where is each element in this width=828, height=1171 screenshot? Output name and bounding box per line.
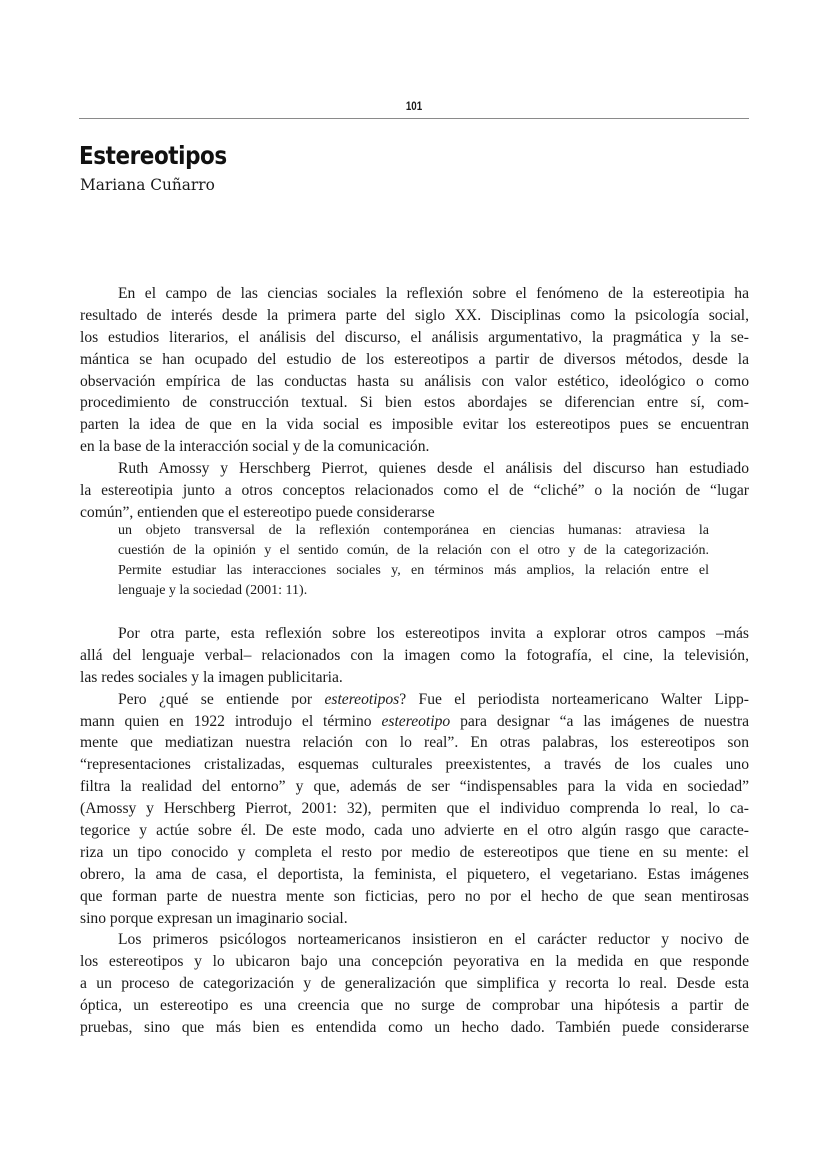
text-line: filtra la realidad del entorno” y que, además de ser “indispensables para la vida en sociedad” <box>80 778 749 796</box>
text-line: tegorice y actúe sobre él. De este modo, cada uno advierte en el otro algún rasgo que caracte- <box>80 822 749 840</box>
paragraph <box>80 689 749 930</box>
text-line: la estereotipia junto a otros conceptos relacionados como el de “cliché” o la noción de “lugar <box>80 482 749 500</box>
text-line: pruebas, sino que más bien es entendida como un hecho dado. También puede considerarse <box>80 1019 749 1037</box>
text-line: común”, entienden que el estereotipo puede considerarse <box>80 503 435 521</box>
text-line: a un proceso de categorización y de generalización que simplifica y recorta lo real. Desde esta <box>80 975 749 993</box>
text-line: observación empírica de las conductas hasta su análisis con valor estético, ideológico o como <box>80 372 749 390</box>
text-run: para designar “a las imágenes de nuestra <box>450 712 749 730</box>
text-line: los estereotipos y lo ubicaron bajo una concepción peyorativa en la medida en que responde <box>80 953 749 971</box>
text-line: “representaciones cristalizadas, esquemas culturales preexistentes, a través de los cuales uno <box>80 756 749 774</box>
text-run: mann quien en 1922 introdujo el término <box>80 712 382 730</box>
text-line <box>80 689 749 711</box>
text-line: parten la idea de que en la vida social es imposible evitar los estereotipos pues se encuentran <box>80 416 749 434</box>
text-line: mántica se han ocupado del estudio de los estereotipos a partir de diversos métodos, desde la <box>80 350 749 368</box>
quote-line: Permite estudiar las interacciones sociales y, en términos más amplios, la relación entre el <box>118 563 709 578</box>
block-quote <box>118 521 709 601</box>
text-run: ? Fue el periodista norteamericano Walter Lipp- <box>399 690 749 708</box>
page-number: 101 <box>405 101 423 113</box>
text-line: procedimiento de construcción textual. Si bien estos abordajes se diferencian entre sí, com- <box>80 394 749 412</box>
text-line <box>80 711 749 733</box>
paragraph <box>80 929 749 1038</box>
text-line: En el campo de las ciencias sociales la reflexión sobre el fenómeno de la estereotipia ha <box>118 285 749 302</box>
text-line: riza un tipo conocido y completa el resto por medio de estereotipos que tiene en su mente: el <box>80 843 749 861</box>
text-line: Por otra parte, esta reflexión sobre los estereotipos invita a explorar otros campos –más <box>118 625 749 642</box>
text-line: (Amossy y Herschberg Pierrot, 2001: 32), permiten que el individuo comprenda lo real, lo ca- <box>80 800 749 818</box>
text-line: sino porque expresan un imaginario social. <box>80 909 348 927</box>
text-line: allá del lenguaje verbal– relacionados con la imagen como la fotografía, el cine, la televisión, <box>80 646 749 664</box>
paragraph <box>80 623 749 689</box>
italic-term: estereotipos <box>324 690 400 708</box>
quote-line: lenguaje y la sociedad (2001: 11). <box>118 583 308 598</box>
quote-line: un objeto transversal de la reflexión contemporánea en ciencias humanas: atraviesa la <box>118 523 709 538</box>
text-line: Ruth Amossy y Herschberg Pierrot, quienes desde el análisis del discurso han estudiado <box>118 460 749 478</box>
quote-line: cuestión de la opinión y el sentido común, de la relación con el otro y de la categorización. <box>118 543 709 558</box>
text-run: Pero ¿qué se entiende por <box>118 690 325 708</box>
italic-term: estereotipo <box>381 712 451 730</box>
paragraph <box>80 283 749 458</box>
body-text-block-1 <box>80 283 749 524</box>
header-rule <box>79 118 749 119</box>
body-text-block-2 <box>80 623 749 1039</box>
text-line: Los primeros psicólogos norteamericanos insistieron en el carácter reductor y nocivo de <box>118 931 749 949</box>
text-line: los estudios literarios, el análisis del discurso, el análisis argumentativo, la pragmática y la se- <box>80 328 749 346</box>
text-line: resultado de interés desde la primera parte del siglo XX. Disciplinas como la psicología social, <box>80 306 749 324</box>
text-line: en la base de la interacción social y de la comunicación. <box>80 438 430 456</box>
article-author: Mariana Cuñarro <box>80 175 215 194</box>
article-title: Estereotipos <box>79 141 227 170</box>
text-line: que forman parte de nuestra mente son ficticias, pero no por el hecho de que sean mentirosas <box>80 887 749 905</box>
text-line: obrero, la ama de casa, el deportista, la feminista, el piquetero, el vegetariano. Estas imágenes <box>80 865 749 883</box>
text-line: mente que mediatizan nuestra relación con lo real”. En otras palabras, los estereotipos son <box>80 734 749 752</box>
paragraph <box>80 458 749 524</box>
text-line: óptica, un estereotipo es una creencia que no surge de comprobar una hipótesis a partir de <box>80 997 749 1015</box>
text-line: las redes sociales y la imagen publicitaria. <box>80 668 343 686</box>
